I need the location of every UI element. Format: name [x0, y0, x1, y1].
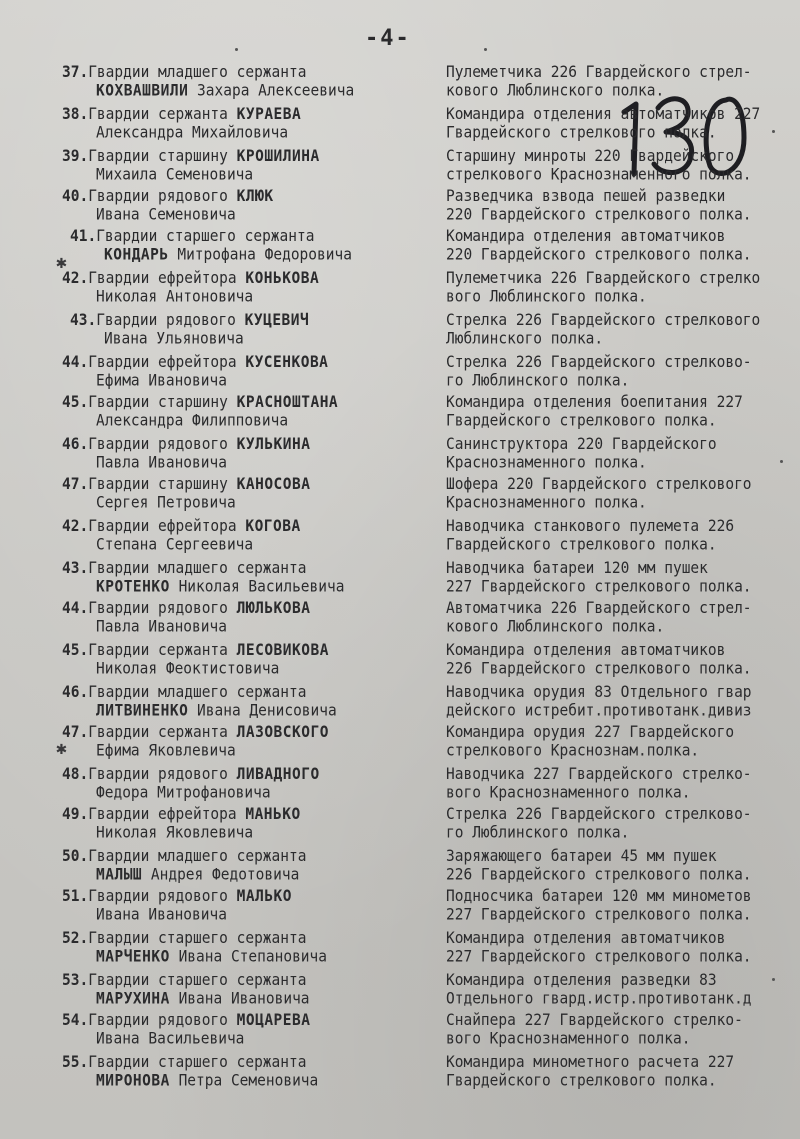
duty-line-2: Гвардейского стрелкового полка. — [446, 1072, 717, 1090]
award-entry — [0, 1054, 800, 1094]
duty-description — [446, 930, 800, 967]
rank: Гвардии сержанта — [88, 724, 228, 742]
duty-description — [446, 972, 800, 1009]
entry-number: 42. — [62, 518, 89, 536]
duty-description — [446, 888, 800, 925]
duty-line-2: Гвардейского стрелкового полка. — [446, 536, 717, 554]
duty-description — [446, 1012, 800, 1049]
duty-description — [446, 724, 800, 761]
punch-dot — [484, 48, 487, 51]
duty-description — [446, 642, 800, 679]
given-name: Александра Филипповича — [96, 412, 289, 430]
duty-line-1: Старшину минроты 220 Гвардейского — [446, 148, 735, 166]
name-line-2 — [62, 618, 422, 636]
award-entry — [0, 684, 800, 724]
duty-description — [446, 394, 800, 431]
asterisk-mark-icon: ✱ — [56, 252, 67, 273]
given-name: Андрея Федотовича — [150, 866, 300, 884]
given-name: Николая Феоктистовича — [96, 660, 280, 678]
duty-line-2: Люблинского полка. — [446, 330, 604, 348]
name-line-2 — [62, 702, 422, 720]
rank: Гвардии младшего сержанта — [88, 684, 307, 702]
name-line-2 — [62, 82, 422, 100]
name-line-1 — [62, 1054, 422, 1072]
name-line-1 — [62, 148, 422, 166]
rank: Гвардии сержанта — [88, 642, 228, 660]
surname: МАРУХИНА — [96, 990, 170, 1008]
duty-line-2: Краснознаменного полка. — [446, 494, 647, 512]
duty-line-2: 226 Гвардейского стрелкового полка. — [446, 660, 752, 678]
person-name — [62, 724, 422, 761]
entry-number: 39. — [62, 148, 89, 166]
name-line-2 — [62, 990, 422, 1008]
entry-number: 46. — [62, 436, 89, 454]
name-line-2 — [70, 246, 430, 264]
name-line-1 — [70, 312, 430, 330]
surname: ЛИВАДНОГО — [236, 766, 320, 784]
duty-line-2: 227 Гвардейского стрелкового полка. — [446, 948, 752, 966]
person-name — [70, 312, 430, 349]
rank: Гвардии ефрейтора — [88, 354, 237, 372]
given-name: Павла Ивановича — [96, 454, 227, 472]
rank: Гвардии рядового — [88, 1012, 228, 1030]
surname: КУРАЕВА — [236, 106, 302, 124]
duty-line-1: Командира отделения автоматчиков — [446, 642, 726, 660]
award-entry — [0, 64, 800, 104]
name-line-1 — [62, 518, 422, 536]
person-name — [62, 106, 422, 143]
duty-line-2: 227 Гвардейского стрелкового полка. — [446, 578, 752, 596]
punch-dot — [772, 978, 775, 981]
surname: МАЛЫШ — [96, 866, 143, 884]
entry-number: 44. — [62, 600, 89, 618]
asterisk-mark-icon: ✱ — [56, 738, 67, 759]
rank: Гвардии старшину — [88, 394, 228, 412]
name-line-2 — [62, 866, 422, 884]
person-name — [62, 806, 422, 843]
person-name — [62, 354, 422, 391]
person-name — [62, 64, 422, 101]
name-line-2 — [62, 412, 422, 430]
person-name — [62, 518, 422, 555]
surname: МАРЧЕНКО — [96, 948, 170, 966]
name-line-1 — [62, 848, 422, 866]
person-name — [62, 270, 422, 307]
name-line-1 — [62, 642, 422, 660]
duty-line-1: Наводчика 227 Гвардейского стрелко- — [446, 766, 752, 784]
surname: ЛЮЛЬКОВА — [236, 600, 311, 618]
person-name — [62, 766, 422, 803]
duty-description — [446, 188, 800, 225]
name-line-2 — [62, 578, 422, 596]
award-entry — [0, 724, 800, 764]
duty-line-1: Шофера 220 Гвардейского стрелкового — [446, 476, 752, 494]
duty-description — [446, 1054, 800, 1091]
duty-description — [446, 684, 800, 721]
award-entry — [0, 106, 800, 146]
rank: Гвардии рядового — [88, 436, 228, 454]
award-entry — [0, 848, 800, 888]
award-entry — [0, 600, 800, 640]
duty-line-1: Подносчика батареи 120 мм минометов — [446, 888, 752, 906]
rank: Гвардии младшего сержанта — [88, 64, 307, 82]
punch-dot — [772, 130, 775, 133]
surname: ЛАЗОВСКОГО — [236, 724, 329, 742]
duty-description — [446, 228, 800, 265]
given-name: Федора Митрофановича — [96, 784, 271, 802]
duty-line-1: Командира отделения разведки 83 — [446, 972, 717, 990]
duty-line-1: Наводчика орудия 83 Отдельного гвар — [446, 684, 752, 702]
surname: КОХВАШВИЛИ — [96, 82, 189, 100]
duty-line-1: Разведчика взвода пешей разведки — [446, 188, 726, 206]
person-name — [62, 436, 422, 473]
given-name: Николая Антоновича — [96, 288, 254, 306]
given-name: Павла Ивановича — [96, 618, 227, 636]
entry-number: 38. — [62, 106, 89, 124]
name-line-1 — [62, 270, 422, 288]
person-name — [62, 560, 422, 597]
surname: КАНОСОВА — [236, 476, 311, 494]
rank: Гвардии старшего сержанта — [96, 228, 315, 246]
duty-description — [446, 270, 800, 307]
name-line-2 — [62, 824, 422, 842]
given-name: Ефима Ивановича — [96, 372, 227, 390]
duty-line-2: Краснознаменного полка. — [446, 454, 647, 472]
duty-line-2: 220 Гвардейского стрелкового полка. — [446, 246, 752, 264]
name-line-2 — [62, 124, 422, 142]
name-line-1 — [62, 806, 422, 824]
duty-line-1: Командира отделения боепитания 227 — [446, 394, 743, 412]
person-name — [62, 642, 422, 679]
name-line-2 — [62, 742, 422, 760]
duty-description — [446, 106, 800, 143]
duty-description — [446, 806, 800, 843]
duty-line-1: Пулеметчика 226 Гвардейского стрел- — [446, 64, 752, 82]
rank: Гвардии сержанта — [88, 106, 228, 124]
duty-line-2: стрелкового Краснознам.полка. — [446, 742, 700, 760]
name-line-2 — [62, 784, 422, 802]
duty-line-1: Командира минометного расчета 227 — [446, 1054, 735, 1072]
name-line-2 — [62, 660, 422, 678]
person-name — [62, 1054, 422, 1091]
name-line-2 — [70, 330, 430, 348]
surname: КЛЮК — [236, 188, 274, 206]
entry-number: 51. — [62, 888, 89, 906]
name-line-2 — [62, 948, 422, 966]
name-line-2 — [62, 906, 422, 924]
person-name — [62, 972, 422, 1009]
person-name — [62, 148, 422, 185]
given-name: Сергея Петровича — [96, 494, 236, 512]
duty-line-2: Отдельного гвард.истр.противотанк.д — [446, 990, 752, 1008]
person-name — [62, 930, 422, 967]
name-line-2 — [62, 454, 422, 472]
entry-number: 49. — [62, 806, 89, 824]
surname: КУСЕНКОВА — [245, 354, 329, 372]
surname: КРАСНОШТАНА — [236, 394, 339, 412]
award-entry — [0, 1012, 800, 1052]
person-name — [62, 848, 422, 885]
duty-line-1: Командира отделения автоматчиков — [446, 228, 726, 246]
surname: КУЛЬКИНА — [236, 436, 311, 454]
given-name: Ефима Яковлевича — [96, 742, 236, 760]
award-entry — [0, 148, 800, 188]
rank: Гвардии старшину — [88, 148, 228, 166]
person-name — [62, 888, 422, 925]
given-name: Петра Семеновича — [178, 1072, 319, 1090]
given-name: Митрофана Федоровича — [177, 246, 352, 264]
duty-description — [446, 64, 800, 101]
name-line-2 — [62, 372, 422, 390]
award-entry — [0, 354, 800, 394]
given-name: Ивана Денисовича — [197, 702, 337, 720]
punch-dot — [780, 460, 783, 463]
rank: Гвардии старшего сержанта — [88, 1054, 307, 1072]
duty-description — [446, 312, 800, 349]
entry-number: 46. — [62, 684, 89, 702]
rank: Гвардии старшину — [88, 476, 228, 494]
award-entry — [0, 806, 800, 846]
surname: МИРОНОВА — [96, 1072, 170, 1090]
award-entry — [0, 642, 800, 682]
name-line-1 — [62, 188, 422, 206]
duty-line-2: Гвардейского стрелкового полка. — [446, 412, 717, 430]
award-entry — [0, 888, 800, 928]
rank: Гвардии рядового — [88, 888, 228, 906]
award-entry — [0, 972, 800, 1012]
duty-description — [446, 518, 800, 555]
person-name — [62, 188, 422, 225]
rank: Гвардии ефрейтора — [88, 806, 237, 824]
name-line-2 — [62, 288, 422, 306]
person-name — [62, 1012, 422, 1049]
duty-line-1: Стрелка 226 Гвардейского стрелково- — [446, 354, 752, 372]
duty-line-2: кового Люблинского полка. — [446, 82, 665, 100]
duty-line-1: Командира отделения автоматчиков — [446, 930, 726, 948]
given-name: Ивана Степановича — [178, 948, 327, 966]
entry-number: 43. — [62, 560, 89, 578]
name-line-1 — [62, 394, 422, 412]
entry-number: 37. — [62, 64, 89, 82]
name-line-1 — [62, 888, 422, 906]
given-name: Ивана Семеновича — [96, 206, 236, 224]
name-line-2 — [62, 1030, 422, 1048]
duty-line-1: Наводчика батареи 120 мм пушек — [446, 560, 708, 578]
award-entry — [0, 560, 800, 600]
name-line-1 — [62, 1012, 422, 1030]
given-name: Захара Алексеевича — [197, 82, 355, 100]
entry-number: 42. — [62, 270, 89, 288]
award-entry — [0, 436, 800, 476]
duty-line-1: Санинструктора 220 Гвардейского — [446, 436, 717, 454]
surname: КОНДАРЬ — [104, 246, 169, 264]
surname: КОГОВА — [245, 518, 301, 536]
given-name: Ивана Ивановича — [178, 990, 310, 1008]
award-entry — [0, 476, 800, 516]
entry-number: 47. — [62, 724, 89, 742]
award-entry — [0, 228, 800, 268]
rank: Гвардии старшего сержанта — [88, 972, 307, 990]
rank: Гвардии рядового — [88, 188, 228, 206]
duty-line-2: го Люблинского полка. — [446, 372, 630, 390]
award-entry — [0, 518, 800, 558]
rank: Гвардии ефрейтора — [88, 270, 237, 288]
duty-line-2: го Люблинского полка. — [446, 824, 630, 842]
name-line-2 — [62, 536, 422, 554]
name-line-1 — [70, 228, 430, 246]
entry-number: 48. — [62, 766, 89, 784]
rank: Гвардии старшего сержанта — [88, 930, 307, 948]
person-name — [62, 394, 422, 431]
person-name — [62, 476, 422, 513]
name-line-1 — [62, 106, 422, 124]
name-line-1 — [62, 600, 422, 618]
entry-number: 47. — [62, 476, 89, 494]
duty-line-2: вого Люблинского полка. — [446, 288, 647, 306]
name-line-1 — [62, 684, 422, 702]
surname: МОЦАРЕВА — [236, 1012, 311, 1030]
duty-line-1: Командира орудия 227 Гвардейского — [446, 724, 735, 742]
entry-number: 45. — [62, 642, 89, 660]
name-line-1 — [62, 724, 422, 742]
entry-number: 45. — [62, 394, 89, 412]
entry-number: 52. — [62, 930, 89, 948]
given-name: Ивана Ульяновича — [104, 330, 244, 348]
name-line-2 — [62, 494, 422, 512]
entry-number: 55. — [62, 1054, 89, 1072]
name-line-1 — [62, 560, 422, 578]
name-line-1 — [62, 930, 422, 948]
person-name — [70, 228, 430, 265]
given-name: Степана Сергеевича — [96, 536, 254, 554]
given-name: Николая Васильевича — [178, 578, 345, 596]
award-entry — [0, 312, 800, 352]
entry-number: 53. — [62, 972, 89, 990]
duty-description — [446, 436, 800, 473]
rank: Гвардии младшего сержанта — [88, 848, 307, 866]
surname: КРОТЕНКО — [96, 578, 170, 596]
duty-line-1: Пулеметчика 226 Гвардейского стрелко — [446, 270, 761, 288]
given-name: Ивана Васильевича — [96, 1030, 245, 1048]
award-entry — [0, 188, 800, 228]
given-name: Михаила Семеновича — [96, 166, 254, 184]
duty-line-2: стрелкового Краснознаменного полка. — [446, 166, 752, 184]
name-line-2 — [62, 166, 422, 184]
duty-line-2: 226 Гвардейского стрелкового полка. — [446, 866, 752, 884]
rank: Гвардии младшего сержанта — [88, 560, 307, 578]
duty-line-1: Заряжающего батареи 45 мм пушек — [446, 848, 717, 866]
award-entry — [0, 930, 800, 970]
duty-description — [446, 148, 800, 185]
duty-line-2: вого Краснознаменного полка. — [446, 784, 691, 802]
duty-line-2: дейского истребит.противотанк.дивиз — [446, 702, 752, 720]
name-line-1 — [62, 436, 422, 454]
duty-line-1: Автоматчика 226 Гвардейского стрел- — [446, 600, 752, 618]
name-line-1 — [62, 766, 422, 784]
duty-description — [446, 766, 800, 803]
rank: Гвардии ефрейтора — [88, 518, 237, 536]
duty-line-2: вого Краснознаменного полка. — [446, 1030, 691, 1048]
duty-line-2: 227 Гвардейского стрелкового полка. — [446, 906, 752, 924]
person-name — [62, 600, 422, 637]
rank: Гвардии рядового — [88, 600, 228, 618]
rank: Гвардии рядового — [96, 312, 236, 330]
surname: ЛИТВИНЕНКО — [96, 702, 189, 720]
duty-line-1: Снайпера 227 Гвардейского стрелко- — [446, 1012, 743, 1030]
name-line-1 — [62, 972, 422, 990]
duty-description — [446, 848, 800, 885]
duty-line-1: Стрелка 226 Гвардейского стрелково- — [446, 806, 752, 824]
surname: ЛЕСОВИКОВА — [236, 642, 329, 660]
duty-description — [446, 600, 800, 637]
surname: МАНЬКО — [245, 806, 301, 824]
name-line-1 — [62, 354, 422, 372]
surname: КРОШИЛИНА — [236, 148, 320, 166]
duty-description — [446, 354, 800, 391]
surname: КОНЬКОВА — [245, 270, 320, 288]
entry-number: 44. — [62, 354, 89, 372]
duty-line-1: Наводчика станкового пулемета 226 — [446, 518, 735, 536]
duty-line-2: кового Люблинского полка. — [446, 618, 665, 636]
given-name: Николая Яковлевича — [96, 824, 254, 842]
rank: Гвардии рядового — [88, 766, 228, 784]
entry-number: 41. — [70, 228, 97, 246]
award-entry — [0, 766, 800, 806]
surname: МАЛЬКО — [236, 888, 293, 906]
duty-line-1: Командира отделения автоматчиков 227 — [446, 106, 761, 124]
surname: КУЦЕВИЧ — [244, 312, 310, 330]
award-entry — [0, 270, 800, 310]
person-name — [62, 684, 422, 721]
duty-line-2: 220 Гвардейского стрелкового полка. — [446, 206, 752, 224]
entry-number: 43. — [70, 312, 97, 330]
page-number: -4- — [365, 26, 411, 51]
duty-description — [446, 476, 800, 513]
award-entry — [0, 394, 800, 434]
name-line-2 — [62, 1072, 422, 1090]
entry-number: 54. — [62, 1012, 89, 1030]
entry-number: 40. — [62, 188, 89, 206]
entry-number: 50. — [62, 848, 89, 866]
duty-line-1: Стрелка 226 Гвардейского стрелкового — [446, 312, 761, 330]
name-line-1 — [62, 64, 422, 82]
name-line-2 — [62, 206, 422, 224]
duty-description — [446, 560, 800, 597]
given-name: Ивана Ивановича — [96, 906, 227, 924]
given-name: Александра Михайловича — [96, 124, 289, 142]
duty-line-2: Гвардейского стрелкового полка. — [446, 124, 717, 142]
punch-dot — [235, 48, 238, 51]
name-line-1 — [62, 476, 422, 494]
